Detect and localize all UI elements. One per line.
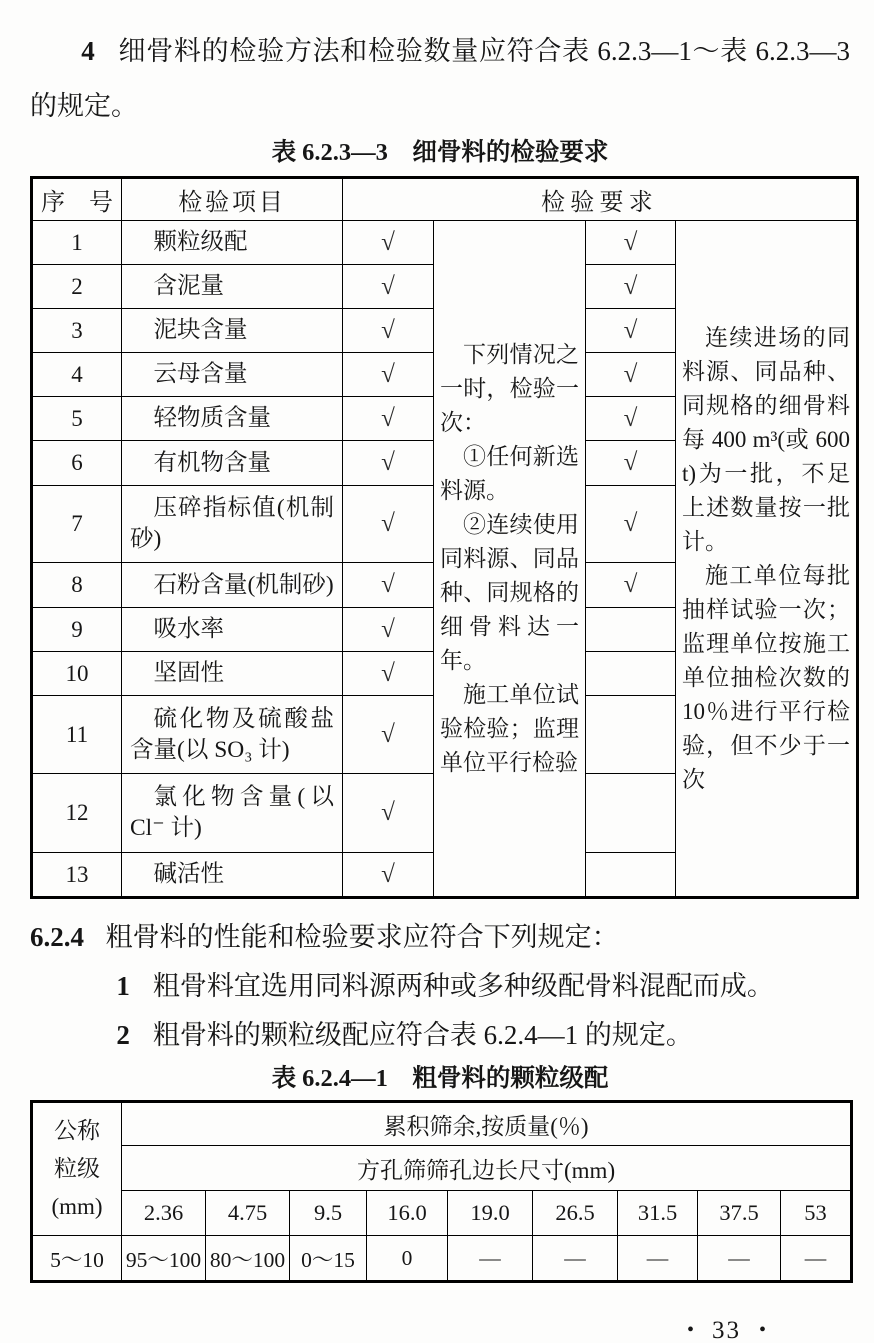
checkmark-cell: √	[343, 397, 434, 441]
checkmark-cell: √	[343, 441, 434, 486]
checkmark-cell: √	[343, 265, 434, 309]
row-item: 颗粒级配	[122, 221, 343, 265]
checkmark-cell	[586, 652, 676, 696]
header-serial-no: 序 号	[32, 178, 122, 221]
value-cell: —	[698, 1236, 781, 1282]
row-item: 石粉含量(机制砂)	[122, 563, 343, 608]
row-no: 5	[32, 397, 122, 441]
checkmark-cell: √	[343, 853, 434, 898]
intro-text: 细骨料的检验方法和检验数量应符合表 6.2.3—1～表 6.2.3—3 的规定。	[30, 36, 850, 121]
table1-header-row	[32, 178, 858, 221]
batch-paragraph: 连续进场的同料源、同品种、同规格的细骨料每 400 m³(或 600 t)为一批，不足上述数量按一批计。	[682, 324, 850, 554]
page-footer	[30, 1317, 850, 1343]
row-item: 坚固性	[122, 652, 343, 696]
sieve-sizes-row	[32, 1191, 852, 1236]
header-inspection-item: 检验项目	[122, 178, 343, 221]
checkmark-cell: √	[343, 696, 434, 774]
nominal-size-header: 公称 粒级 (mm)	[32, 1102, 122, 1236]
value-cell: 0～15	[290, 1236, 367, 1282]
checkmark-cell: √	[586, 486, 676, 563]
checkmark-cell: √	[343, 774, 434, 853]
checkmark-cell: √	[586, 265, 676, 309]
sieve-size: 37.5	[698, 1191, 781, 1236]
row-no: 12	[32, 774, 122, 853]
checkmark-cell: √	[586, 221, 676, 265]
sieve-size: 16.0	[367, 1191, 448, 1236]
grading-data-row	[32, 1236, 852, 1282]
section-item	[30, 1011, 850, 1060]
condition-paragraph: ①任何新选料源。	[440, 443, 579, 503]
value-cell: 0	[367, 1236, 448, 1282]
footer-bullet: •	[758, 1319, 766, 1341]
row-item: 压碎指标值(机制砂)	[122, 486, 343, 563]
row-item: 泥块含量	[122, 309, 343, 353]
row-no: 7	[32, 486, 122, 563]
section-title: 粗骨料的性能和检验要求应符合下列规定：	[105, 922, 619, 952]
table2-header-row2	[32, 1146, 852, 1191]
row-no: 3	[32, 309, 122, 353]
value-cell: —	[533, 1236, 618, 1282]
row-no: 1	[32, 221, 122, 265]
checkmark-cell: √	[586, 441, 676, 486]
sieve-size: 4.75	[206, 1191, 290, 1236]
row-item: 云母含量	[122, 353, 343, 397]
sieve-size-header: 方孔筛筛孔边长尺寸(mm)	[122, 1146, 852, 1191]
table-row	[32, 221, 858, 265]
row-no: 11	[32, 696, 122, 774]
row-no: 9	[32, 608, 122, 652]
fine-aggregate-inspection-table	[30, 176, 859, 899]
sieve-size: 31.5	[618, 1191, 698, 1236]
row-item: 含泥量	[122, 265, 343, 309]
sieve-size: 9.5	[290, 1191, 367, 1236]
checkmark-cell: √	[586, 397, 676, 441]
batch-paragraph: 施工单位每批抽样试验一次；监理单位按施工单位抽检次数的 10％进行平行检验，但不少于一次	[682, 562, 850, 792]
section-item-text: 粗骨料的颗粒级配应符合表 6.2.4—1 的规定。	[152, 1020, 693, 1050]
section-item	[30, 962, 850, 1011]
checkmark-cell: √	[343, 486, 434, 563]
section-item-number: 2	[116, 1020, 130, 1050]
row-no: 2	[32, 265, 122, 309]
grade-cell: 5～10	[32, 1236, 122, 1282]
row-no: 10	[32, 652, 122, 696]
intro-item-number: 4	[81, 36, 95, 66]
condition-merged-cell	[434, 221, 586, 898]
checkmark-cell: √	[343, 221, 434, 265]
row-no: 6	[32, 441, 122, 486]
page-number: 33	[711, 1317, 741, 1343]
footer-bullet: •	[686, 1319, 694, 1341]
sieve-size: 53	[781, 1191, 852, 1236]
cumulative-residue-header: 累积筛余,按质量(％)	[122, 1102, 852, 1146]
sieve-size: 2.36	[122, 1191, 206, 1236]
table2-title: 表 6.2.4—1 粗骨料的颗粒级配	[271, 1065, 609, 1092]
row-item: 硫化物及硫酸盐含量(以 SO₃ 计)	[122, 696, 343, 774]
intro-paragraph	[30, 24, 850, 134]
row-item: 碱活性	[122, 853, 343, 898]
checkmark-cell: √	[343, 309, 434, 353]
row-no: 13	[32, 853, 122, 898]
section-item-text: 粗骨料宜选用同料源两种或多种级配骨料混配而成。	[152, 971, 774, 1001]
checkmark-cell	[586, 696, 676, 774]
sieve-size: 26.5	[533, 1191, 618, 1236]
value-cell: 80～100	[206, 1236, 290, 1282]
value-cell: —	[448, 1236, 533, 1282]
batch-merged-cell	[676, 221, 858, 898]
section-heading	[30, 913, 850, 962]
row-item: 有机物含量	[122, 441, 343, 486]
checkmark-cell: √	[343, 608, 434, 652]
checkmark-cell	[586, 853, 676, 898]
table2-header-row1	[32, 1102, 852, 1146]
checkmark-cell: √	[343, 353, 434, 397]
checkmark-cell: √	[343, 563, 434, 608]
value-cell: 95～100	[122, 1236, 206, 1282]
coarse-aggregate-grading-table	[30, 1100, 853, 1283]
checkmark-cell	[586, 608, 676, 652]
sieve-size: 19.0	[448, 1191, 533, 1236]
row-no: 4	[32, 353, 122, 397]
table1-title: 表 6.2.3—3 细骨料的检验要求	[271, 139, 609, 166]
condition-paragraph: 施工单位试验检验；监理单位平行检验	[440, 681, 579, 775]
value-cell: —	[618, 1236, 698, 1282]
condition-paragraph: 下列情况之一时，检验一次：	[440, 341, 579, 435]
row-no: 8	[32, 563, 122, 608]
checkmark-cell: √	[586, 309, 676, 353]
value-cell: —	[781, 1236, 852, 1282]
header-inspection-requirement: 检验要求	[343, 178, 858, 221]
row-item: 吸水率	[122, 608, 343, 652]
section-number: 6.2.4	[30, 922, 84, 952]
checkmark-cell: √	[343, 652, 434, 696]
checkmark-cell	[586, 774, 676, 853]
section-item-number: 1	[116, 971, 130, 1001]
condition-paragraph: ②连续使用同料源、同品种、同规格的细骨料达一年。	[440, 511, 579, 673]
checkmark-cell: √	[586, 563, 676, 608]
row-item: 轻物质含量	[122, 397, 343, 441]
checkmark-cell: √	[586, 353, 676, 397]
row-item: 氯化物含量(以 Cl⁻ 计)	[122, 774, 343, 853]
